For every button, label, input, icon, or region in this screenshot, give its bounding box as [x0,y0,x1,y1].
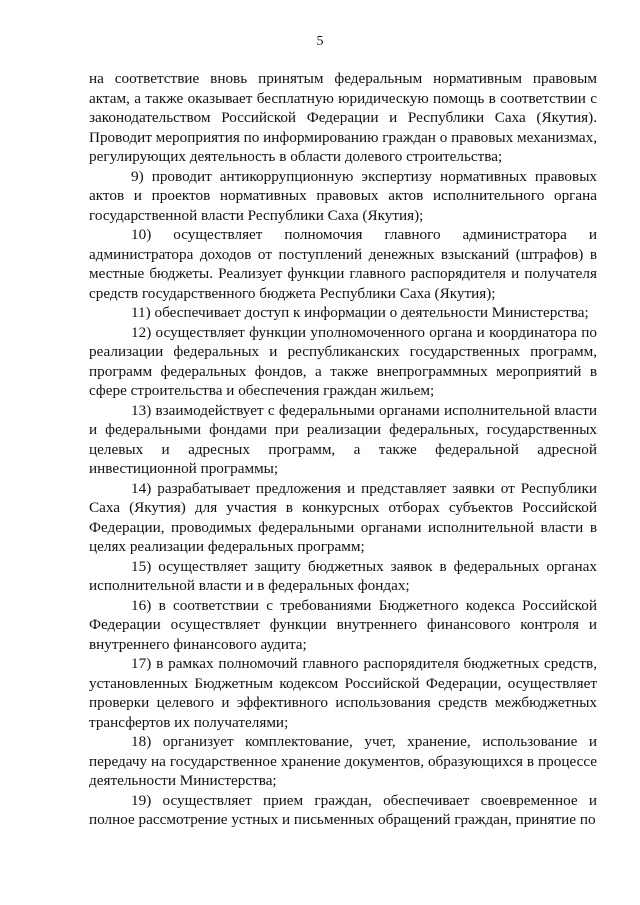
paragraph-item-11: 11) обеспечивает доступ к информации о деятельности Министерства; [131,304,589,321]
paragraph-item-16: 16) в соответствии с требованиями Бюджетного кодекса Российской Федерации осуществляет функции внутреннего финансового контроля и внутреннего финансового аудита; [89,596,597,653]
paragraph-item-9: 9) проводит антикоррупционную экспертизу нормативных правовых актов и проектов нормативных правовых актов исполнительного органа государственной власти Республики Саха (Якутия); [89,167,597,224]
paragraph-item-15: 15) осуществляет защиту бюджетных заявок в федеральных органах исполнительной власти и в федеральных фондах; [89,557,597,594]
paragraph-item-10: 10) осуществляет полномочия главного администратора и администратора доходов от поступлений денежных взысканий (штрафов) в местные бюджеты. Реализует функции главного распорядителя и получателя средств государственного бюджета Республики Саха (Якутия); [89,226,597,302]
paragraph-item-12: 12) осуществляет функции уполномоченного органа и координатора по реализации федеральных и республиканских государственных программ, программ федеральных фондов, а также внепрограммных мероприятий в сфере строительства и обеспечения граждан жильем; [89,323,597,399]
paragraph-item-17: 17) в рамках полномочий главного распорядителя бюджетных средств, установленных Бюджетным кодексом Российской Федерации, осуществляет проверки целевого и эффективного использования средств межбюджетных трансфертов их получателями; [89,655,597,731]
paragraph-continuation: на соответствие вновь принятым федеральным нормативным правовым актам, а также оказывает бесплатную юридическую помощь в соответствии с законодательством Российской Федерации и Республики Саха (Якутия). Проводит мероприятия по информированию граждан о правовых механизмах, регулирующих деятельность в области долевого строительства; [89,70,597,165]
document-body [89,69,597,830]
paragraph-item-18: 18) организует комплектование, учет, хранение, использование и передачу на государственное хранение документов, образующихся в процессе деятельности Министерства; [89,733,597,789]
paragraph-item-19: 19) осуществляет прием граждан, обеспечивает своевременное и полное рассмотрение устных и письменных обращений граждан, принятие по [89,791,597,828]
paragraph-item-14: 14) разрабатывает предложения и представляет заявки от Республики Саха (Якутия) для участия в конкурсных отборах субъектов Российской Федерации, проводимых федеральными органами исполнительной власти в целях реализации федеральных программ; [89,479,597,555]
page-number: 5 [316,34,324,49]
paragraph-item-13: 13) взаимодействует с федеральными органами исполнительной власти и федеральными фондами при реализации федеральных, государственных целевых и адресных программ, а также федеральной адресной инвестиционной программы; [89,401,597,477]
